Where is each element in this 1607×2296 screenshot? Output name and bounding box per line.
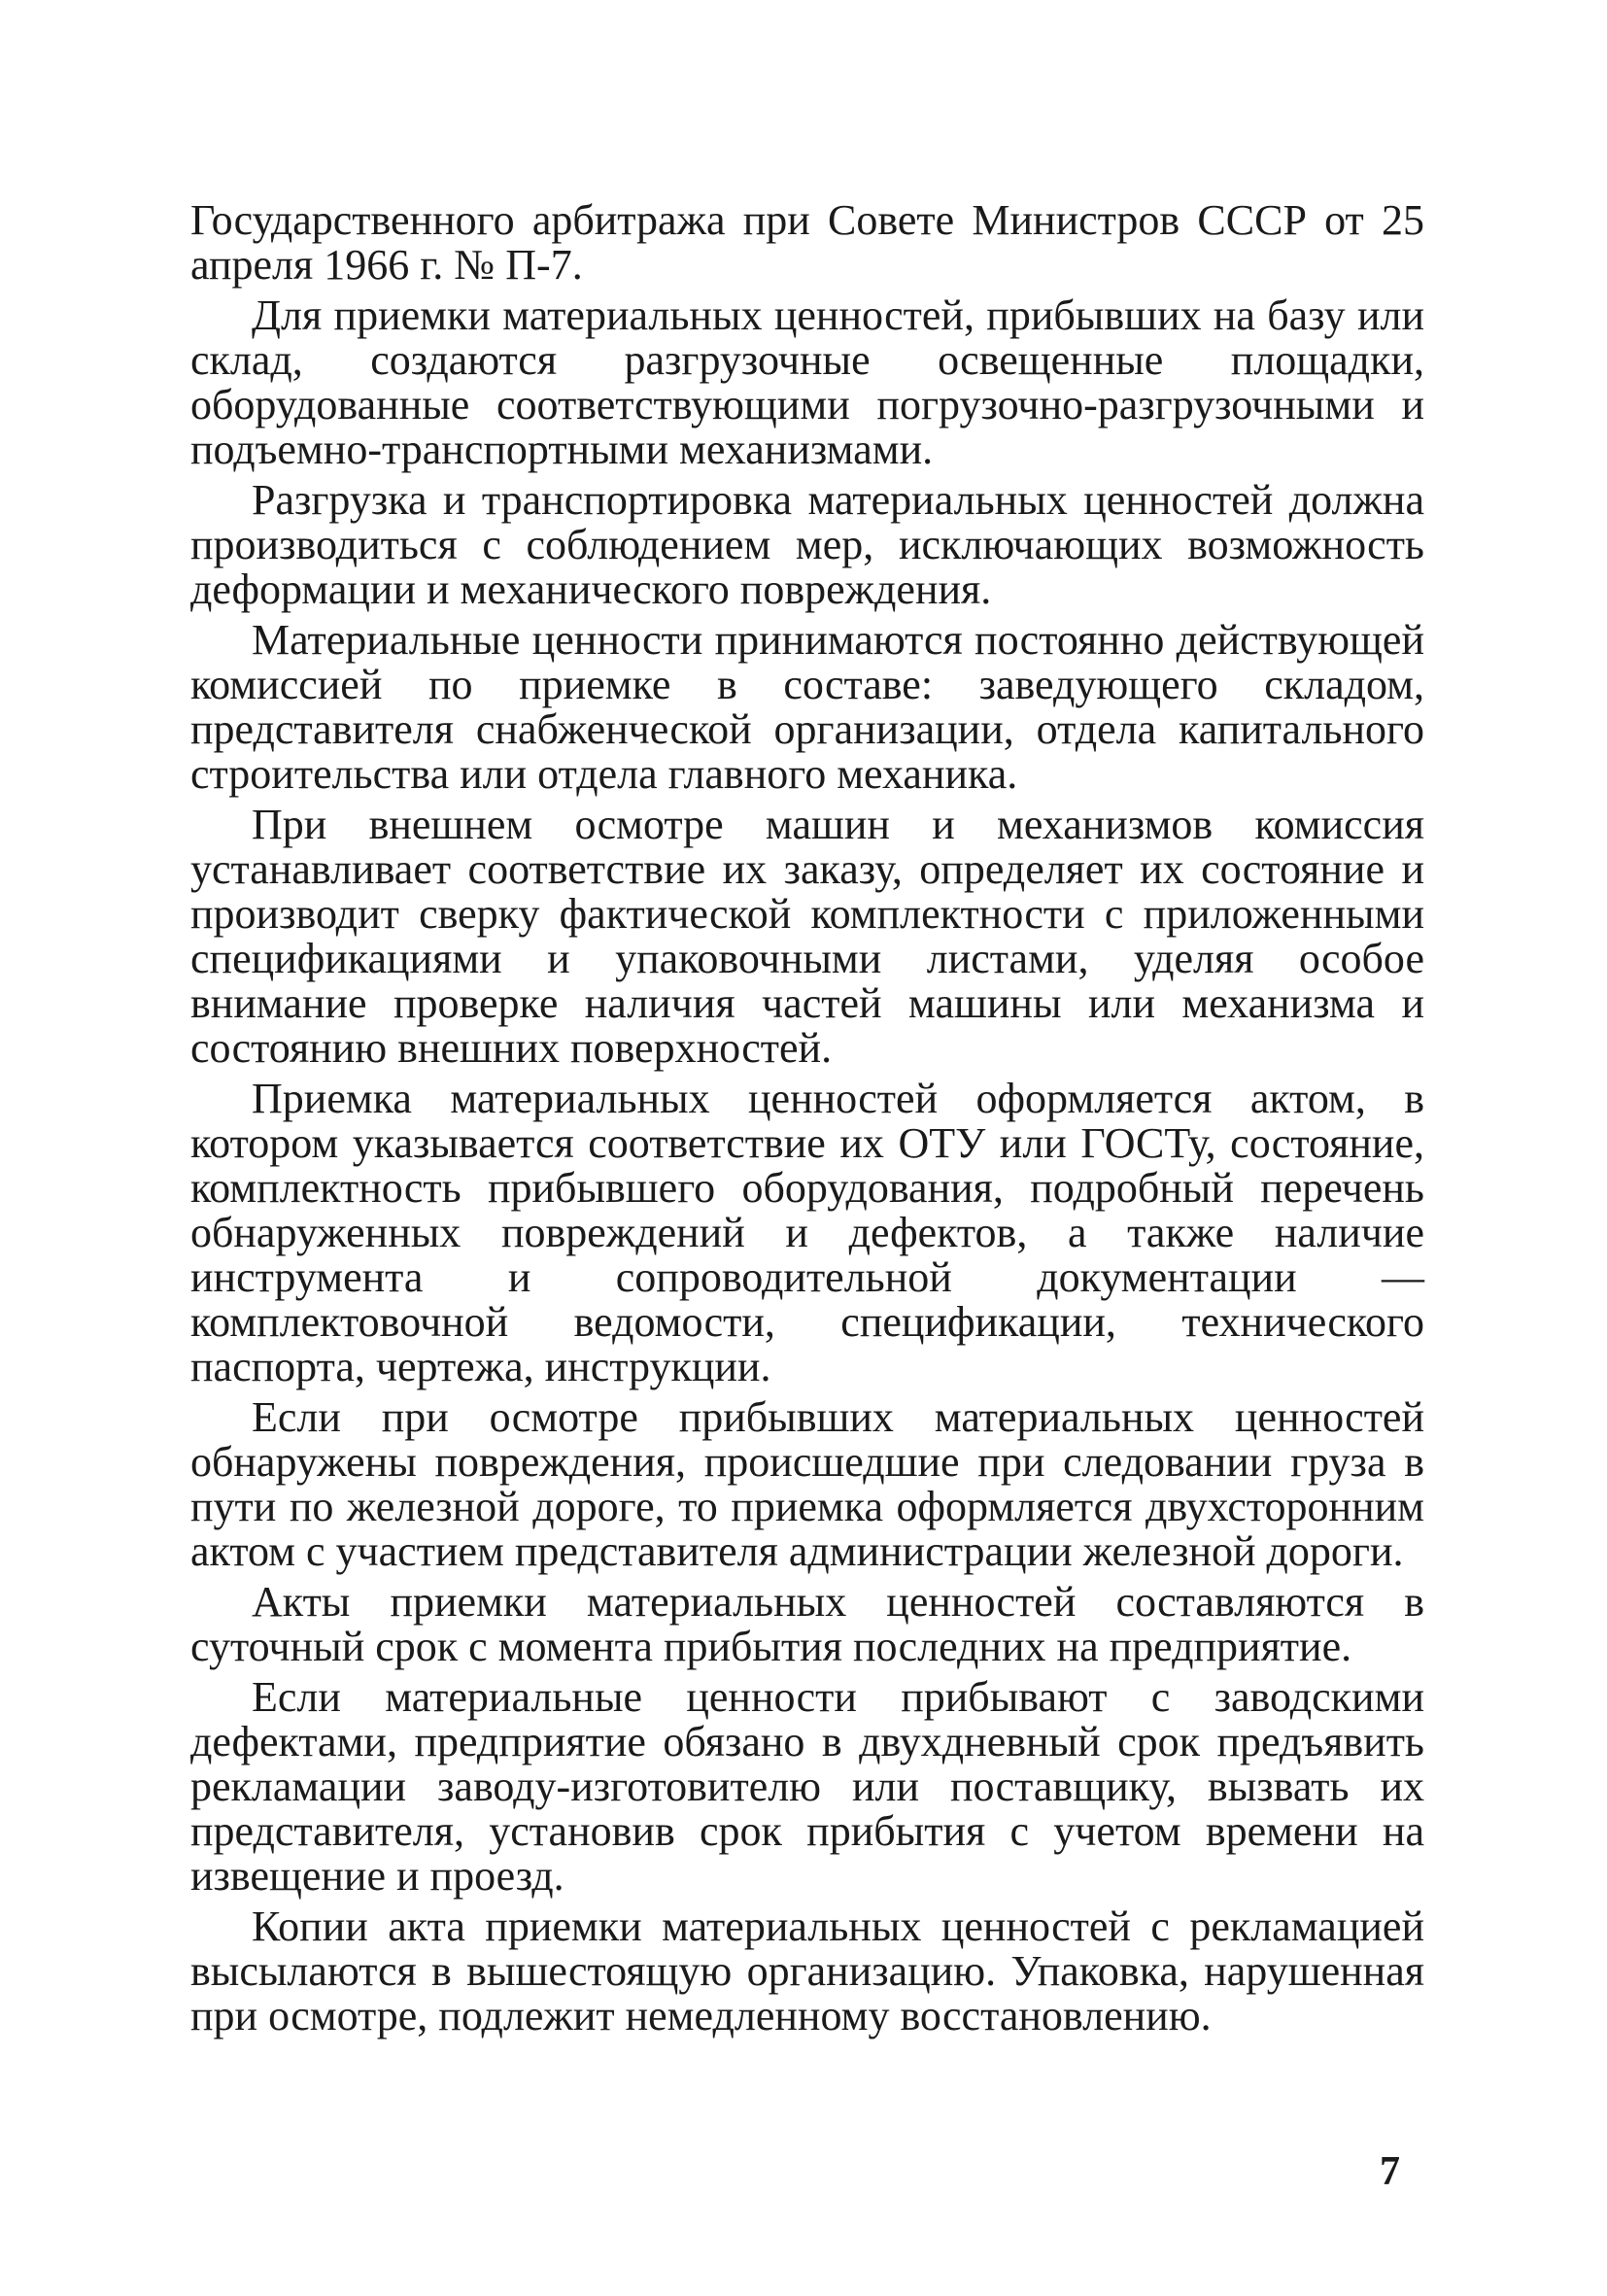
page-body — [190, 198, 1424, 2044]
paragraph-railway-damage: Если при осмотре прибывших материальных ценностей обнаружены повреждения, происшедшие при следовании груза в пути по железной дороге, то приемка оформляется двухсторонним актом с участием представителя администрации железной дороги. — [190, 1393, 1424, 1575]
paragraph-acceptance-act: Приемка материальных ценностей оформляется актом, в котором указывается соответствие их ОТУ или ГОСТу, состояние, комплектность прибывшего оборудования, подробный перечень обнаруженных повреждений и дефектов, а также наличие инструмента и сопроводительной документации — комплектовочной ведомости, спецификации, технического паспорта, чертежа, инструкции. — [190, 1075, 1424, 1390]
paragraph-acceptance-commission: Материальные ценности принимаются постоянно действующей комиссией по приемке в составе: заведующего складом, представителя снабженческой организации, отдела капитального строительства или отдела главного механика. — [190, 616, 1424, 798]
paragraph-unloading-transport: Разгрузка и транспортировка материальных ценностей должна производиться с соблюдением мер, исключающих возможность деформации и механического повреждения. — [190, 476, 1424, 613]
page-number: 7 — [1380, 2149, 1400, 2194]
paragraph-factory-defects: Если материальные ценности прибывают с заводскими дефектами, предприятие обязано в двухдневный срок предъявить рекламации заводу-изготовителю или поставщику, вызвать их представителя, установив срок прибытия с учетом времени на извещение и проезд. — [190, 1673, 1424, 1900]
paragraph-act-deadline: Акты приемки материальных ценностей составляются в суточный срок с момента прибытия последних на предприятие. — [190, 1578, 1424, 1670]
paragraph-unloading-areas: Для приемки материальных ценностей, прибывших на базу или склад, создаются разгрузочные освещенные площадки, оборудованные соответствующими погрузочно-разгрузочными и подъемно-транспортными механизмами. — [190, 291, 1424, 473]
paragraph-claim-copies: Копии акта приемки материальных ценностей с рекламацией высылаются в вышестоящую организацию. Упаковка, нарушенная при осмотре, подлежит немедленному восстановлению. — [190, 1902, 1424, 2039]
paragraph-external-inspection: При внешнем осмотре машин и механизмов комиссия устанавливает соответствие их заказу, определяет их состояние и производит сверку фактической комплектности с приложенными спецификациями и упаковочными листами, уделяя особое внимание проверке наличия частей машины или механизма и состоянию внешних поверхностей. — [190, 801, 1424, 1072]
paragraph-continuation: Государственного арбитража при Совете Министров СССР от 25 апреля 1966 г. № П-7. — [190, 196, 1424, 289]
